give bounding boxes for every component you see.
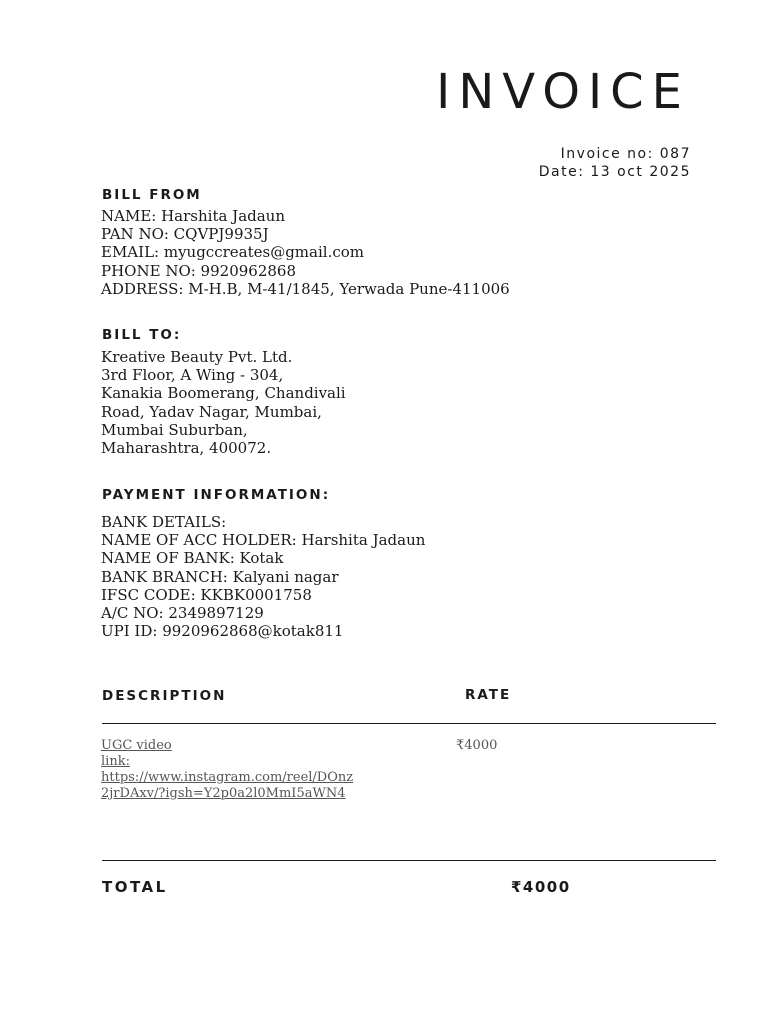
table-header-divider (102, 723, 716, 724)
payment-details (101, 513, 425, 640)
invoice-date: Date: 13 oct 2025 (538, 164, 691, 180)
bill-to-line: Kanakia Boomerang, Chandivali (101, 384, 346, 403)
payment-line: A/C NO: 2349897129 (101, 604, 264, 623)
bill-to-heading: BILL TO: (102, 327, 182, 343)
row-rate: ₹4000 (456, 738, 498, 753)
payment-heading: PAYMENT INFORMATION: (102, 487, 331, 503)
bill-from-heading: BILL FROM (102, 187, 202, 203)
payment-line: NAME OF ACC HOLDER: Harshita Jadaun (101, 531, 426, 550)
bill-to-line: Kreative Beauty Pvt. Ltd. (101, 348, 293, 366)
payment-line: NAME OF BANK: Kotak (101, 549, 284, 568)
description-header: DESCRIPTION (102, 688, 227, 704)
total-divider (102, 860, 716, 861)
total-label: TOTAL (102, 878, 168, 896)
payment-line: IFSC CODE: KKBK0001758 (101, 585, 312, 604)
bill-to-line: Mumbai Suburban, (101, 420, 248, 439)
bill-from-phone: PHONE NO: 9920962868 (101, 261, 296, 280)
payment-line: UPI ID: 9920962868@kotak811 (101, 622, 344, 641)
bill-from-details (101, 207, 510, 298)
invoice-title: INVOICE (436, 64, 690, 120)
bill-from-address: ADDRESS: M-H.B, M-41/1845, Yerwada Pune-411006 (101, 279, 510, 298)
bill-to-details (101, 348, 346, 457)
bill-to-line: Road, Yadav Nagar, Mumbai, (101, 402, 322, 421)
link-line[interactable]: link: (101, 754, 130, 769)
bill-from-name: NAME: Harshita Jadaun (101, 207, 285, 225)
invoice-number: Invoice no: 087 (560, 146, 691, 162)
bill-from-pan: PAN NO: CQVPJ9935J (101, 225, 269, 244)
video-link[interactable] (101, 738, 353, 802)
link-line[interactable]: https://www.instagram.com/reel/DOnz (101, 770, 354, 785)
total-value: ₹4000 (511, 878, 571, 896)
bill-to-line: Maharashtra, 400072. (101, 439, 272, 458)
payment-line: BANK DETAILS: (101, 513, 227, 531)
link-line[interactable]: UGC video (101, 738, 172, 753)
link-line[interactable]: 2jrDAxv/?igsh=Y2p0a2l0MmI5aWN4 (101, 786, 346, 801)
bill-from-email: EMAIL: myugccreates@gmail.com (101, 243, 364, 262)
bill-to-line: 3rd Floor, A Wing - 304, (101, 366, 284, 385)
payment-line: BANK BRANCH: Kalyani nagar (101, 567, 339, 586)
rate-header: RATE (465, 687, 512, 703)
